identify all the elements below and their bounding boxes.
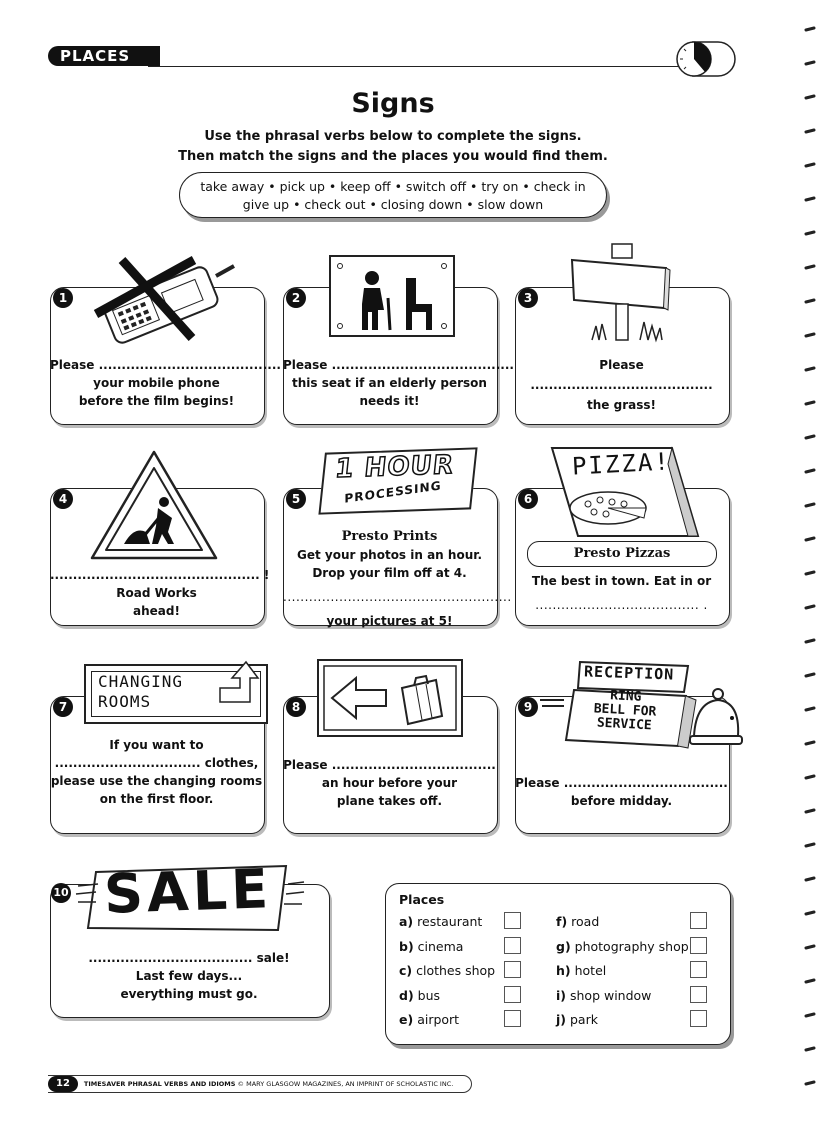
place-item xyxy=(556,939,716,964)
sign-line: Please ........................................ xyxy=(50,358,281,372)
sale-text: SALE xyxy=(102,857,274,926)
sign-line: please use the changing rooms xyxy=(50,774,263,788)
service-text: SERVICE xyxy=(596,715,653,734)
airport-luggage-sign-icon xyxy=(316,658,464,738)
sign-line: everything must go. xyxy=(120,987,258,1001)
sign-line: The best in town. Eat in or xyxy=(531,574,712,588)
sign-line: plane takes off. xyxy=(336,794,443,808)
sign-line: Please .................................... xyxy=(515,776,728,790)
place-label: photography shop xyxy=(574,938,689,954)
sign-text-4 xyxy=(50,566,270,620)
place-label: clothes shop xyxy=(416,963,496,978)
header-tab: PLACES xyxy=(48,46,160,66)
sign-line: on the first floor. xyxy=(99,792,214,806)
sign-text-2 xyxy=(283,356,514,410)
one-hour-text: 1 HOUR xyxy=(333,450,456,485)
sign-line: the grass! xyxy=(587,398,656,412)
word-box-line: take away • pick up • keep off • switch off • try on • check in xyxy=(200,179,586,194)
place-item xyxy=(399,988,525,1013)
place-item xyxy=(556,1012,716,1037)
place-item xyxy=(556,914,716,939)
sign-line: your mobile phone xyxy=(93,376,220,390)
sign-line: ..................................................... xyxy=(283,590,512,604)
place-answer-box[interactable] xyxy=(690,986,707,1003)
place-item xyxy=(556,963,716,988)
place-letter: d) xyxy=(399,987,414,1003)
page-title: Signs xyxy=(351,88,435,119)
sign-line: Last few days... xyxy=(135,969,243,983)
pizza-board-text: PIZZA! xyxy=(571,447,672,481)
sign-number-1: 1 xyxy=(53,288,73,308)
ring-bell-text xyxy=(569,687,681,735)
place-answer-box[interactable] xyxy=(504,912,521,929)
sign-text-3 xyxy=(515,356,728,414)
sign-number-4: 4 xyxy=(53,489,73,509)
reception-text: RECEPTION xyxy=(583,662,675,684)
sign-line: ........................................ xyxy=(530,378,713,392)
sign-number-5: 5 xyxy=(286,489,306,509)
sign-heading: Presto Prints xyxy=(341,529,438,544)
place-answer-box[interactable] xyxy=(504,1010,521,1027)
place-label: shop window xyxy=(569,987,652,1003)
clock-icon xyxy=(672,38,738,80)
place-label: park xyxy=(569,1012,598,1027)
footer xyxy=(48,1075,472,1093)
sign-line: ................................ clothes, xyxy=(54,756,259,770)
binding-marks xyxy=(800,24,816,1114)
word-box-line: give up • check out • closing down • slow down xyxy=(242,197,544,212)
place-letter: i) xyxy=(556,987,566,1003)
place-label: road xyxy=(571,914,600,929)
place-letter: c) xyxy=(399,963,413,978)
sign-line: Please ........................................ xyxy=(283,358,514,372)
place-letter: g) xyxy=(556,938,571,954)
sign-line: .............................................. ! xyxy=(50,568,270,582)
places-right-column xyxy=(556,914,716,1037)
sign-text-8 xyxy=(283,756,496,810)
pizza-heading-pill: Presto Pizzas xyxy=(527,541,717,567)
arrow-up-icon xyxy=(216,658,260,706)
sign-text-1 xyxy=(50,356,281,410)
processing-text: PROCESSING xyxy=(344,478,442,506)
sign-number-6: 6 xyxy=(518,489,538,509)
place-letter: e) xyxy=(399,1012,414,1027)
place-item xyxy=(399,914,525,939)
road-works-triangle-icon xyxy=(88,448,220,564)
sign-line: Please xyxy=(599,358,644,372)
rooms-text: ROOMS xyxy=(98,692,152,711)
place-letter: j) xyxy=(556,1012,566,1027)
sign-number-3: 3 xyxy=(518,288,538,308)
sign-line: Get your photos in an hour. xyxy=(296,548,483,562)
place-answer-box[interactable] xyxy=(690,937,707,954)
changing-text: CHANGING xyxy=(98,672,184,691)
place-label: restaurant xyxy=(417,914,483,929)
place-label: airport xyxy=(417,1012,460,1027)
word-box xyxy=(179,172,607,218)
sign-line: Road Works xyxy=(116,586,197,600)
sign-number-2: 2 xyxy=(286,288,306,308)
footer-copyright: © MARY GLASGOW MAGAZINES, AN IMPRINT OF SCHOLASTIC INC. xyxy=(237,1080,454,1088)
one-hour-banner xyxy=(318,447,477,514)
place-label: bus xyxy=(417,987,441,1003)
place-answer-box[interactable] xyxy=(690,961,707,978)
footer-series: TIMESAVER PHRASAL VERBS AND IDIOMS xyxy=(83,1080,236,1088)
ring-text: RING xyxy=(609,688,642,705)
changing-rooms-sign xyxy=(84,664,268,724)
place-letter: f) xyxy=(556,914,568,929)
place-letter: a) xyxy=(399,914,414,929)
sign-text-7 xyxy=(50,736,263,808)
place-answer-box[interactable] xyxy=(504,986,521,1003)
place-letter: b) xyxy=(399,938,414,954)
sign-text-9 xyxy=(515,774,728,810)
sign-line: ahead! xyxy=(133,604,180,618)
place-answer-box[interactable] xyxy=(504,961,521,978)
sign-line: Please .................................... xyxy=(283,758,496,772)
park-signpost-icon xyxy=(566,242,676,346)
place-answer-box[interactable] xyxy=(690,912,707,929)
elderly-seat-sign-icon xyxy=(328,254,456,338)
instructions xyxy=(0,127,786,167)
sign-number-8: 8 xyxy=(286,697,306,717)
sign-line: If you want to xyxy=(109,738,204,752)
sign-text-5 xyxy=(283,528,512,630)
place-answer-box[interactable] xyxy=(690,1010,707,1027)
sign-line: before the film begins! xyxy=(78,394,235,408)
place-item xyxy=(399,963,525,988)
instruction-line: Then match the signs and the places you would find them. xyxy=(178,149,608,164)
sign-text-6 xyxy=(515,572,728,614)
sign-line: an hour before your xyxy=(321,776,458,790)
place-item xyxy=(556,988,716,1013)
spiral-binding xyxy=(800,24,816,1114)
place-item xyxy=(399,939,525,964)
place-letter: h) xyxy=(556,963,571,978)
sign-line: your pictures at 5! xyxy=(326,614,453,628)
bell-for-text: BELL FOR xyxy=(593,701,657,720)
sign-line: Drop your film off at 4. xyxy=(312,566,467,580)
instruction-line: Use the phrasal verbs below to complete the signs. xyxy=(204,129,582,144)
place-label: cinema xyxy=(417,938,464,954)
sign-line: .................................... sale! xyxy=(88,951,290,965)
places-left-column xyxy=(399,914,525,1037)
sign-line: ...................................... . xyxy=(535,598,708,612)
places-box xyxy=(385,883,731,1045)
sign-number-10: 10 xyxy=(51,883,71,903)
sign-number-7: 7 xyxy=(53,697,73,717)
header-rule xyxy=(148,66,688,67)
sign-text-10 xyxy=(50,949,328,1003)
place-label: hotel xyxy=(574,963,607,978)
sign-line: needs it! xyxy=(359,394,420,408)
mobile-phone-crossed-icon xyxy=(84,254,244,344)
sign-line: before midday. xyxy=(570,794,673,808)
sign-number-9: 9 xyxy=(518,697,538,717)
place-item xyxy=(399,1012,525,1037)
places-title: Places xyxy=(399,892,445,907)
place-answer-box[interactable] xyxy=(504,937,521,954)
footer-page-number: 12 xyxy=(48,1076,78,1092)
sign-line: this seat if an elderly person xyxy=(292,376,487,390)
